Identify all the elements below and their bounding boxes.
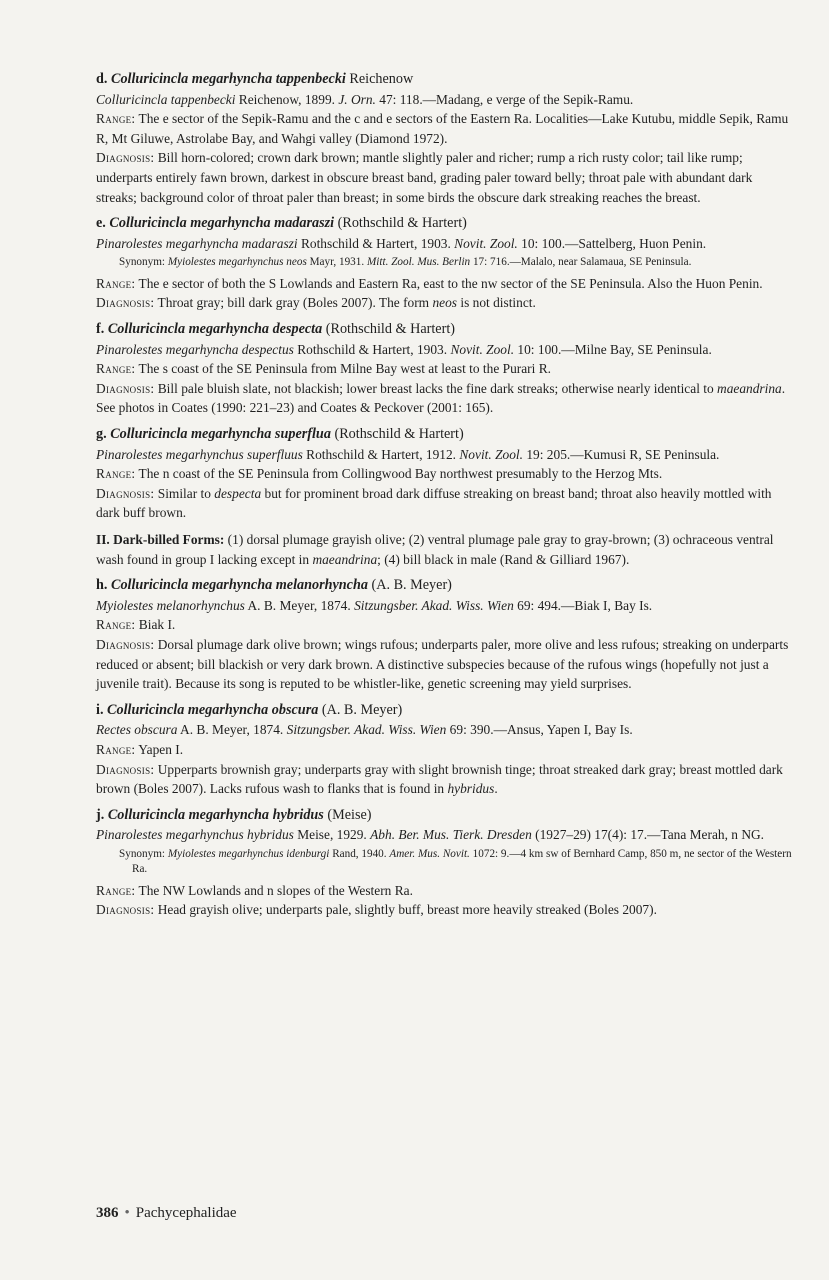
page-number: 386 [96,1205,119,1221]
synonym-citation: Synonym: Myiolestes megarhynchus neos Mayr, 1931. Mitt. Zool. Mus. Berlin 17: 716.—Malalo, near Salamaua, SE Peninsula. [119,256,692,269]
original-citation: Pinarolestes megarhynchus hybridus Meise, 1929. Abh. Ber. Mus. Tierk. Dresden (1927–29) 17(4): 17.—Tana Merah, n NG. [96,827,765,843]
subspecies-entry-j [96,806,796,920]
original-citation: Pinarolestes megarhyncha madaraszi Rothschild & Hartert, 1903. Novit. Zool. 10: 100.—Sattelberg, Huon Penin. [96,235,707,251]
diagnosis-text: Diagnosis: Bill horn-colored; crown dark brown; mantle slightly paler and richer; rump a rich rusty color; tail like rump; underparts entirely fawn brown, darkest in obscure breast band, grading paler toward belly; throat pale with abundant dark streaks; background color of throat paler than breast; in some birds the obscure dark streaking reaches the breast. [96,150,753,205]
original-citation: Pinarolestes megarhynchus superfluus Rothschild & Hartert, 1912. Novit. Zool. 19: 205.—Kumusi R, SE Peninsula. [96,446,720,462]
original-citation: Pinarolestes megarhyncha despectus Rothschild & Hartert, 1903. Novit. Zool. 10: 100.—Milne Bay, SE Peninsula. [96,341,712,357]
subspecies-entry-d [96,70,796,207]
entry-heading: g. Colluricincla megarhyncha superflua (Rothschild & Hartert) [96,426,464,442]
diagnosis-text: Diagnosis: Bill pale bluish slate, not blackish; lower breast lacks the fine dark streaks; otherwise nearly identical to maeandrina. See photos in Coates (1990: 221–23) and Coates & Peckover (2001: 165). [96,380,786,416]
diagnosis-text: Diagnosis: Throat gray; bill dark gray (Boles 2007). The form neos is not distinct. [96,295,536,311]
synonym-citation: Synonym: Myiolestes megarhynchus idenburgi Rand, 1940. Amer. Mus. Novit. 1072: 9.—4 km sw of Bernhard Camp, 850 m, ne sector of the Western Ra. [119,847,792,876]
diagnosis-text: Diagnosis: Similar to despecta but for prominent broad dark diffuse streaking on breast band; throat also heavily mottled with dark buff brown. [96,485,772,521]
subspecies-entry-f [96,320,796,418]
entry-heading: j. Colluricincla megarhyncha hybridus (Meise) [96,806,372,823]
range-text: Range: The e sector of the Sepik-Ramu and the c and e sectors of the Eastern Ra. Localities—Lake Kutubu, middle Sepik, Ramu R, Mt Giluwe, Astrolabe Bay, and Wahgi valley (Diamond 1972). [96,111,789,146]
original-citation: Rectes obscura A. B. Meyer, 1874. Sitzungsber. Akad. Wiss. Wien 69: 390.—Ansus, Yapen I, Bay Is. [96,722,633,738]
entry-heading: e. Colluricincla megarhyncha madaraszi (Rothschild & Hartert) [96,215,467,232]
range-text: Range: The s coast of the SE Peninsula from Milne Bay west at least to the Purari R. [96,361,551,377]
subspecies-entry-i [96,701,796,799]
footer-separator: • [124,1205,130,1221]
page-body [96,70,796,927]
original-citation: Colluricincla tappenbecki Reichenow, 1899. J. Orn. 47: 118.—Madang, e verge of the Sepik-Ramu. [96,91,634,107]
range-text: Range: Yapen I. [96,741,184,757]
range-text: Range: The n coast of the SE Peninsula from Collingwood Bay northwest presumably to the Herzog Mts. [96,466,663,482]
diagnosis-text: Diagnosis: Upperparts brownish gray; underparts gray with slight brownish tinge; throat streaked dark gray; breast mottled dark brown (Boles 2007). Lacks rufous wash to flanks that is found in hybridus. [96,761,783,797]
range-text: Range: Biak I. [96,617,176,633]
entry-heading: i. Colluricincla megarhyncha obscura (A. B. Meyer) [96,701,403,718]
range-text: Range: The e sector of both the S Lowlands and Eastern Ra, east to the nw sector of the SE Peninsula. Also the Huon Penin. [96,275,763,291]
page-footer [96,1205,237,1222]
diagnosis-text: Diagnosis: Dorsal plumage dark olive brown; wings rufous; underparts paler, more olive and less rufous; streaking on underparts reduced or absent; bill blackish or very dark brown. A distinctive subspecies because of the rufous wings (hopefully not just a juvenile trait). Because its song is reputed to be whistler-like, genetic screening may yield surprises. [96,636,789,692]
subspecies-entry-h [96,576,796,694]
subspecies-entry-g [96,425,796,523]
range-text: Range: The NW Lowlands and n slopes of the Western Ra. [96,882,413,898]
subspecies-entry-e [96,214,796,313]
entry-heading: h. Colluricincla megarhyncha melanorhyncha (A. B. Meyer) [96,577,452,594]
entry-heading: d. Colluricincla megarhyncha tappenbecki Reichenow [96,71,414,87]
family-running-head: Pachycephalidae [135,1205,237,1221]
original-citation: Myiolestes melanorhynchus A. B. Meyer, 1874. Sitzungsber. Akad. Wiss. Wien 69: 494.—Biak I, Bay Is. [96,597,653,613]
group-heading-dark-billed: II. Dark-billed Forms: (1) dorsal plumage grayish olive; (2) ventral plumage pale gray to gray-brown; (3) ochraceous ventral wash found in group I lacking except in maeandrina; (4) bill black in male (Rand & Gilliard 1967). [96,531,774,567]
diagnosis-text: Diagnosis: Head grayish olive; underparts pale, slightly buff, breast more heavily streaked (Boles 2007). [96,902,657,918]
entry-heading: f. Colluricincla megarhyncha despecta (Rothschild & Hartert) [96,321,455,338]
